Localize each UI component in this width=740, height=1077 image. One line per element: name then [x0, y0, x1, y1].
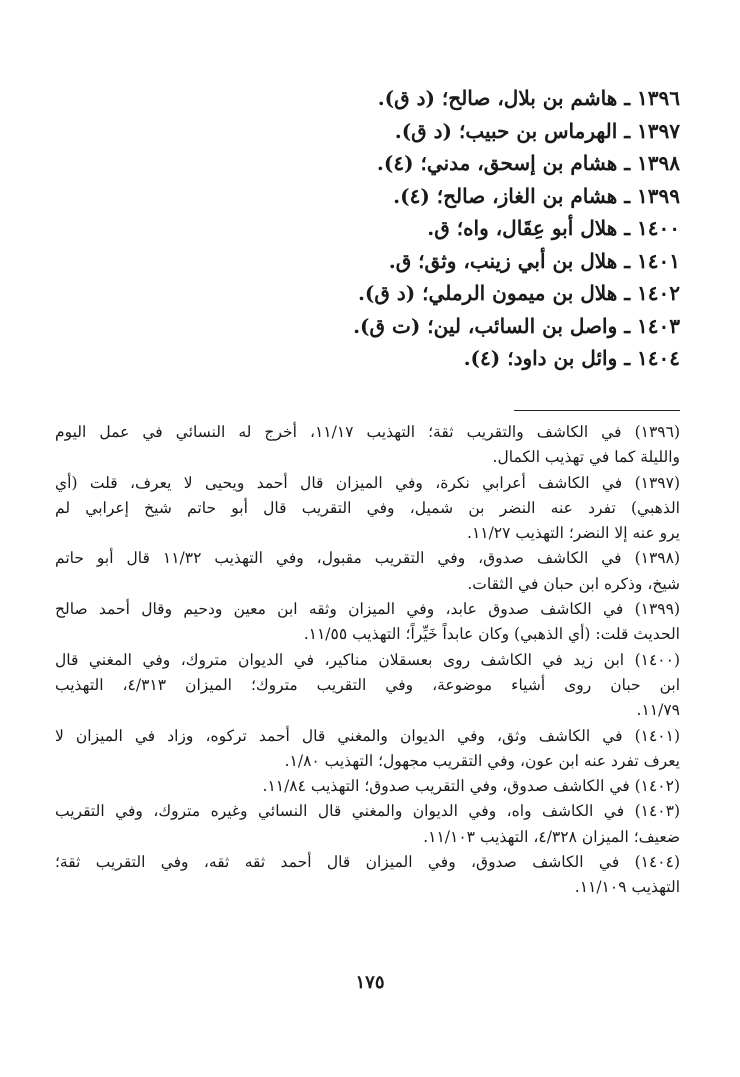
footnote-line: التهذيب ١١/١٠٩.	[574, 878, 680, 897]
footnote-line: (١٤٠٤) في الكاشف صدوق، وفي الميزان قال أحمد ثقه ثقه، وفي التقريب ثقة؛	[55, 853, 680, 872]
footnote-line: (١٤٠٠) ابن زيد في الكاشف روى بعسقلان مناكير، في الديوان متروك، وفي المغني قال	[55, 650, 680, 669]
footnote	[55, 546, 680, 597]
narrator-entry: ١٤٠١ ـ هلال بن أبي زينب، وثق؛ ق.	[388, 248, 680, 273]
footnote	[55, 724, 680, 775]
narrator-entry: ١٤٠٤ ـ وائل بن داود؛ (٤).	[463, 346, 680, 370]
footnote-line: ابن حبان روى أشياء موضوعة، وفي التقريب متروك؛ الميزان ٤/٣١٣، التهذيب	[55, 675, 680, 694]
footnote-line: (١٣٩٧) في الكاشف أعرابي نكرة، وفي الميزان قال أحمد ويحيى لا يعرف، قلت (أي	[55, 473, 680, 492]
footnote-line: (١٣٩٦) في الكاشف والتقريب ثقة؛ التهذيب ١١/١٧، أخرج له النسائي في عمل اليوم	[55, 423, 680, 441]
footnote	[55, 799, 680, 850]
narrator-entry: ١٣٩٨ ـ هشام بن إسحق، مدني؛ (٤).	[376, 151, 680, 175]
narrator-entries	[60, 82, 680, 375]
footnote-line: ١١/٧٩.	[636, 701, 680, 720]
footnote-line: (١٣٩٨) في الكاشف صدوق، وفي التقريب مقبول، وفي التهذيب ١١/٣٢ قال أبو حاتم	[55, 549, 680, 568]
footnote-separator	[514, 410, 680, 411]
footnotes	[55, 420, 680, 901]
narrator-entry: ١٤٠٠ ـ هلال أبو عِقَال، واه؛ ق.	[427, 216, 680, 240]
narrator-entry: ١٤٠٢ ـ هلال بن ميمون الرملي؛ (د ق).	[357, 281, 680, 305]
footnote	[55, 648, 680, 724]
footnote-line: (١٣٩٩) في الكاشف صدوق عابد، وفي الميزان وثقه ابن معين ودحيم وقال أحمد صالح	[55, 600, 680, 619]
footnote	[55, 420, 680, 471]
narrator-entry: ١٣٩٩ ـ هشام بن الغاز، صالح؛ (٤).	[393, 183, 680, 208]
footnote-line: الذهبي) تفرد عنه النضر بن شميل، وفي التقريب قال أبو حاتم شيخ إعرابي لم	[55, 498, 680, 517]
footnote-line: ضعيف؛ الميزان ٤/٣٢٨، التهذيب ١١/١٠٣.	[423, 827, 680, 846]
footnote-line: الحديث قلت: (أي الذهبي) وكان عابداً خَيِّراً؛ التهذيب ١١/٥٥.	[303, 625, 680, 644]
page-number: ١٧٥	[355, 972, 385, 993]
footnote-line: (١٤٠٣) في الكاشف واه، وفي الديوان والمغني قال النسائي وغيره متروك، وفي التقريب	[55, 802, 680, 821]
footnote	[55, 774, 680, 799]
narrator-entry: ١٣٩٧ ـ الهرماس بن حبيب؛ (د ق).	[394, 118, 680, 143]
footnote-line: (١٤٠١) في الكاشف وثق، وفي الديوان والمغني قال أحمد تركوه، وزاد في الميزان لا	[55, 726, 680, 745]
footnote-line: يعرف تفرد عنه ابن عون، وفي التقريب مجهول؛ التهذيب ١/٨٠.	[284, 751, 680, 770]
footnote-line: يرو عنه إلا النضر؛ التهذيب ١١/٢٧.	[467, 524, 680, 543]
narrator-entry: ١٤٠٣ ـ واصل بن السائب، لين؛ (ت ق).	[353, 313, 680, 338]
footnote-line: والليلة كما في تهذيب الكمال.	[492, 448, 680, 467]
footnote	[55, 597, 680, 648]
footnote-line: شيخ، وذكره ابن حبان في الثقات.	[467, 574, 680, 593]
footnote	[55, 850, 680, 901]
footnote-line: (١٤٠٢) في الكاشف صدوق، وفي التقريب صدوق؛ التهذيب ١١/٨٤.	[262, 777, 680, 796]
footnote	[55, 471, 680, 547]
narrator-entry: ١٣٩٦ ـ هاشم بن بلال، صالح؛ (د ق).	[377, 86, 680, 110]
